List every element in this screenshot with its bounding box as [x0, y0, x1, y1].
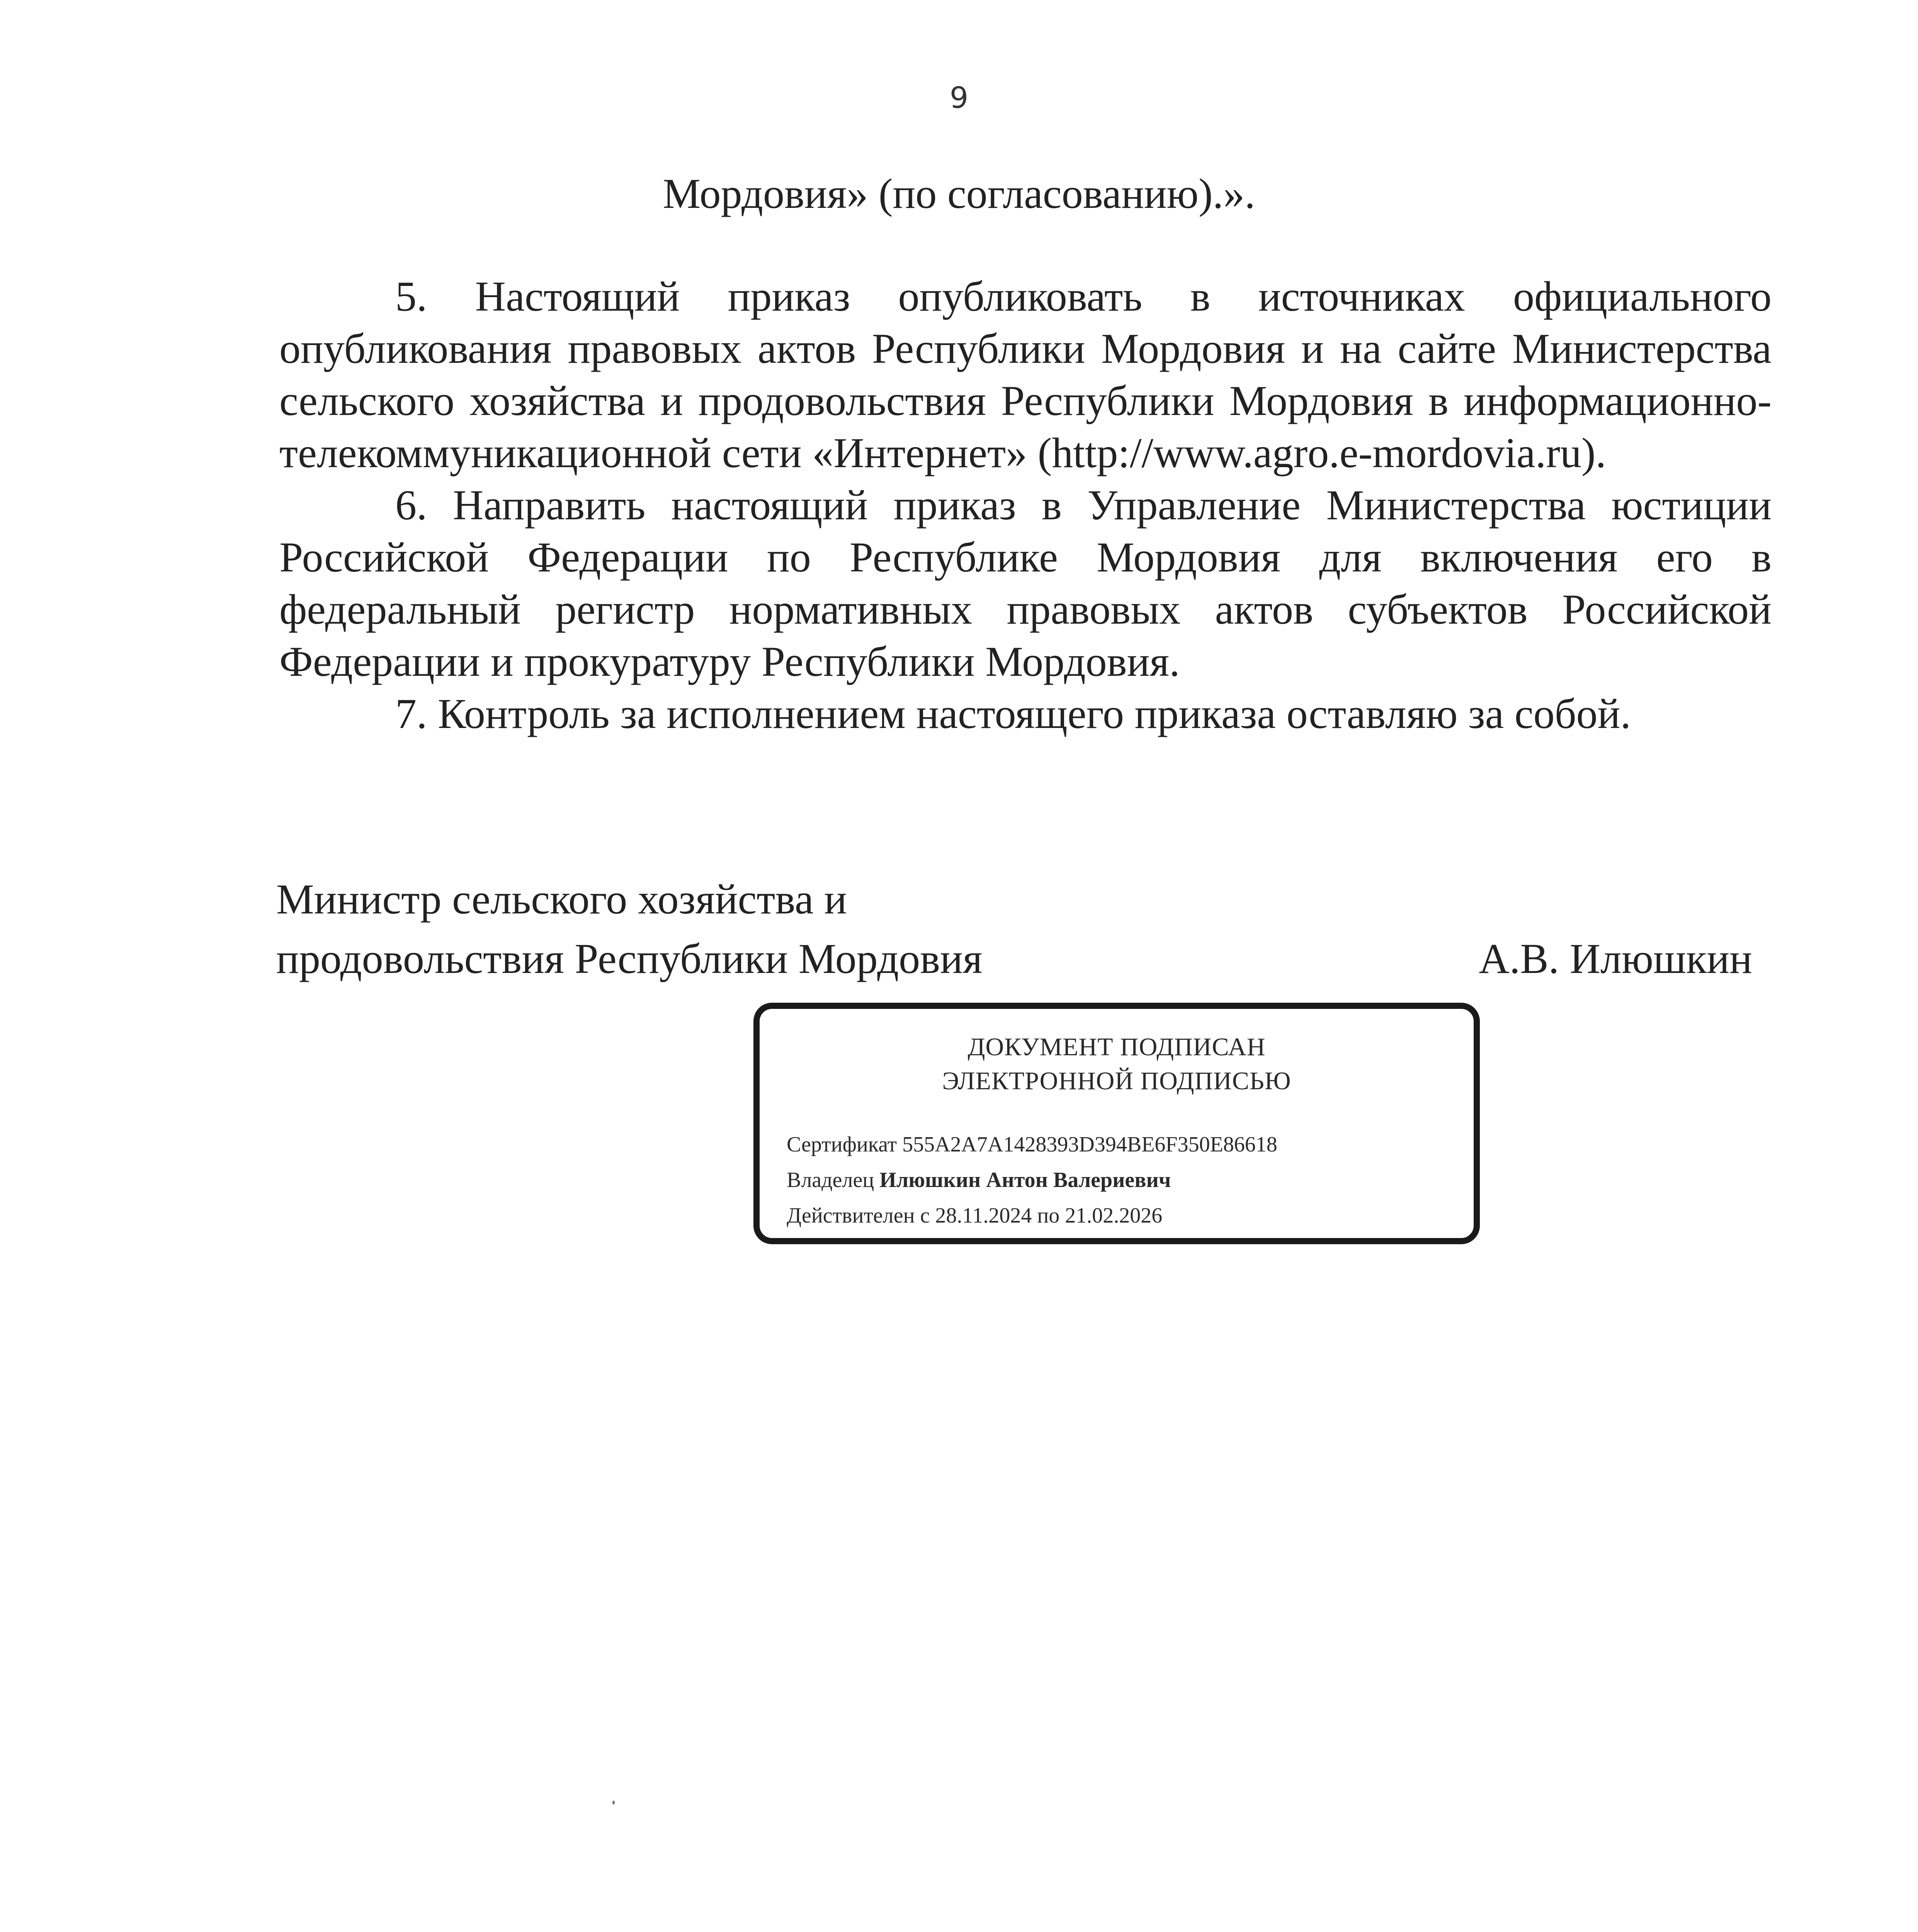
stamp-certificate-row — [787, 1127, 1277, 1162]
stamp-owner-value: Илюшкин Антон Валериевич — [879, 1168, 1171, 1192]
signatory-position-line-2: продовольствия Республики Мордовия — [276, 935, 983, 982]
stamp-header-line-2: ЭЛЕКТРОННОЙ ПОДПИСЬЮ — [942, 1067, 1291, 1095]
stamp-owner-label: Владелец — [787, 1168, 874, 1192]
scan-speck — [612, 1801, 615, 1804]
stamp-valid-label: Действителен с — [787, 1204, 930, 1228]
stamp-valid-to: 21.02.2026 — [1065, 1204, 1163, 1228]
stamp-validity-row — [787, 1198, 1277, 1233]
page-number: 9 — [949, 80, 969, 115]
stamp-details — [787, 1127, 1277, 1233]
signatory-position-line-1: Министр сельского хозяйства и — [276, 876, 847, 923]
electronic-signature-stamp — [753, 1003, 1480, 1244]
paragraph-7: 7. Контроль за исполнением настоящего приказа оставляю за собой. — [395, 690, 1631, 737]
stamp-valid-to-label: по — [1037, 1204, 1060, 1228]
continuation-line: Мордовия» (по согласованию).». — [663, 170, 1255, 217]
stamp-certificate-label: Сертификат — [787, 1133, 897, 1156]
signatory-name: А.В. Илюшкин — [1479, 935, 1752, 982]
stamp-certificate-value: 555A2A7A1428393D394BE6F350E86618 — [902, 1133, 1277, 1156]
document-body — [279, 270, 1772, 740]
stamp-header-line-1: ДОКУМЕНТ ПОДПИСАН — [968, 1033, 1266, 1061]
paragraph-6: 6. Направить настоящий приказ в Управление Министерства юстиции Российской Федерации по Республике Мордовия для включения его в федеральный регистр нормативных правовых актов субъектов Российской Федерации и прокуратуру Республики Мордовия. — [279, 481, 1772, 685]
signatory-position — [276, 869, 983, 988]
paragraph-5: 5. Настоящий приказ опубликовать в источниках официального опубликования правовых актов Республики Мордовия и на сайте Министерства сельского хозяйства и продовольствия Республики Мордовия в информационно-телекоммуникационной сети «Интернет» (http://www.agro.e-mordovia.ru). — [279, 273, 1772, 476]
stamp-valid-from: 28.11.2024 — [935, 1204, 1032, 1228]
stamp-header — [760, 1030, 1474, 1098]
stamp-owner-row — [787, 1162, 1277, 1198]
